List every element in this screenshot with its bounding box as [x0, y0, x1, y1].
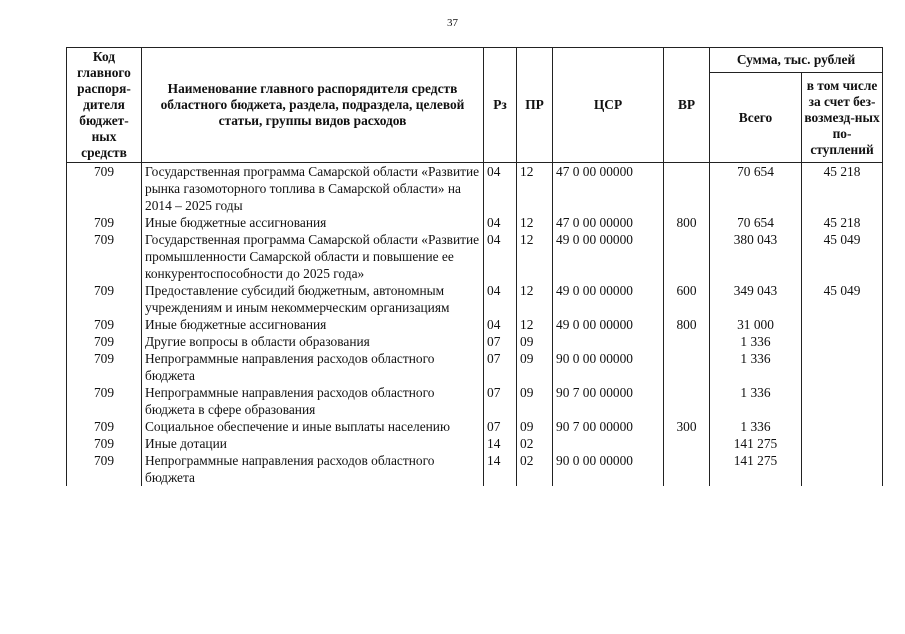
table-row [67, 333, 883, 350]
table-row [67, 435, 883, 452]
table-row [67, 452, 883, 486]
vr-cell: 300 [664, 418, 710, 435]
header-grants: в том числе за счет без-возмезд-ных по-ступлений [802, 73, 883, 163]
vr-cell [664, 435, 710, 452]
pr-cell: 12 [517, 214, 553, 231]
csr-cell: 49 0 00 00000 [553, 282, 664, 316]
header-vr: ВР [664, 48, 710, 163]
csr-cell: 47 0 00 00000 [553, 163, 664, 215]
table-row [67, 163, 883, 215]
header-code: Код главного распоря-дителя бюджет-ных средств [67, 48, 142, 163]
pr-cell: 02 [517, 435, 553, 452]
grants-cell [802, 452, 883, 486]
total-cell: 141 275 [710, 452, 802, 486]
csr-cell: 90 7 00 00000 [553, 384, 664, 418]
vr-cell [664, 452, 710, 486]
csr-cell: 90 0 00 00000 [553, 452, 664, 486]
grants-cell: 45 049 [802, 282, 883, 316]
total-cell: 1 336 [710, 418, 802, 435]
rz-cell: 07 [484, 350, 517, 384]
vr-cell [664, 163, 710, 215]
name-cell: Непрограммные направления расходов областного бюджета в сфере образования [142, 384, 484, 418]
rz-cell: 04 [484, 316, 517, 333]
table-body [67, 163, 883, 487]
csr-cell: 49 0 00 00000 [553, 231, 664, 282]
header-name: Наименование главного распорядителя средств областного бюджета, раздела, подраздела, целевой статьи, группы видов расходов [142, 48, 484, 163]
name-cell: Непрограммные направления расходов областного бюджета [142, 452, 484, 486]
name-cell: Иные бюджетные ассигнования [142, 316, 484, 333]
vr-cell [664, 231, 710, 282]
grants-cell [802, 435, 883, 452]
code-cell: 709 [67, 350, 142, 384]
name-cell: Социальное обеспечение и иные выплаты населению [142, 418, 484, 435]
table-row [67, 214, 883, 231]
grants-cell [802, 333, 883, 350]
name-cell: Предоставление субсидий бюджетным, автономным учреждениям и иным некоммерческим организациям [142, 282, 484, 316]
pr-cell: 09 [517, 418, 553, 435]
header-sum: Сумма, тыс. рублей [710, 48, 883, 73]
name-cell: Государственная программа Самарской области «Развитие промышленности Самарской области и повышение ее конкурентоспособности до 2025 года» [142, 231, 484, 282]
grants-cell [802, 316, 883, 333]
rz-cell: 04 [484, 163, 517, 215]
code-cell: 709 [67, 452, 142, 486]
total-cell: 31 000 [710, 316, 802, 333]
vr-cell [664, 350, 710, 384]
table-row [67, 282, 883, 316]
header-csr: ЦСР [553, 48, 664, 163]
code-cell: 709 [67, 214, 142, 231]
table-header [67, 48, 883, 163]
rz-cell: 04 [484, 231, 517, 282]
name-cell: Иные бюджетные ассигнования [142, 214, 484, 231]
name-cell: Другие вопросы в области образования [142, 333, 484, 350]
vr-cell: 800 [664, 214, 710, 231]
rz-cell: 07 [484, 418, 517, 435]
page-number: 37 [447, 17, 458, 29]
code-cell: 709 [67, 282, 142, 316]
csr-cell: 90 0 00 00000 [553, 350, 664, 384]
table-row [67, 316, 883, 333]
code-cell: 709 [67, 384, 142, 418]
total-cell: 1 336 [710, 333, 802, 350]
rz-cell: 07 [484, 333, 517, 350]
pr-cell: 09 [517, 350, 553, 384]
header-rz: Рз [484, 48, 517, 163]
name-cell: Непрограммные направления расходов областного бюджета [142, 350, 484, 384]
pr-cell: 02 [517, 452, 553, 486]
code-cell: 709 [67, 418, 142, 435]
table-row [67, 231, 883, 282]
total-cell: 349 043 [710, 282, 802, 316]
csr-cell [553, 435, 664, 452]
total-cell: 70 654 [710, 214, 802, 231]
rz-cell: 14 [484, 435, 517, 452]
grants-cell [802, 384, 883, 418]
table-row [67, 350, 883, 384]
grants-cell [802, 350, 883, 384]
header-total: Всего [710, 73, 802, 163]
code-cell: 709 [67, 333, 142, 350]
table-row [67, 384, 883, 418]
total-cell: 380 043 [710, 231, 802, 282]
pr-cell: 09 [517, 333, 553, 350]
grants-cell: 45 049 [802, 231, 883, 282]
total-cell: 70 654 [710, 163, 802, 215]
rz-cell: 04 [484, 214, 517, 231]
vr-cell: 800 [664, 316, 710, 333]
csr-cell: 47 0 00 00000 [553, 214, 664, 231]
total-cell: 1 336 [710, 384, 802, 418]
header-pr: ПР [517, 48, 553, 163]
vr-cell [664, 384, 710, 418]
rz-cell: 04 [484, 282, 517, 316]
csr-cell: 90 7 00 00000 [553, 418, 664, 435]
rz-cell: 07 [484, 384, 517, 418]
pr-cell: 12 [517, 316, 553, 333]
code-cell: 709 [67, 316, 142, 333]
grants-cell [802, 418, 883, 435]
code-cell: 709 [67, 435, 142, 452]
budget-table [66, 47, 883, 486]
total-cell: 1 336 [710, 350, 802, 384]
csr-cell [553, 333, 664, 350]
vr-cell: 600 [664, 282, 710, 316]
grants-cell: 45 218 [802, 214, 883, 231]
name-cell: Государственная программа Самарской области «Развитие рынка газомоторного топлива в Самарской области» на 2014 – 2025 годы [142, 163, 484, 215]
pr-cell: 12 [517, 163, 553, 215]
vr-cell [664, 333, 710, 350]
total-cell: 141 275 [710, 435, 802, 452]
rz-cell: 14 [484, 452, 517, 486]
pr-cell: 12 [517, 231, 553, 282]
grants-cell: 45 218 [802, 163, 883, 215]
csr-cell: 49 0 00 00000 [553, 316, 664, 333]
pr-cell: 12 [517, 282, 553, 316]
table-row [67, 418, 883, 435]
code-cell: 709 [67, 163, 142, 215]
code-cell: 709 [67, 231, 142, 282]
pr-cell: 09 [517, 384, 553, 418]
name-cell: Иные дотации [142, 435, 484, 452]
